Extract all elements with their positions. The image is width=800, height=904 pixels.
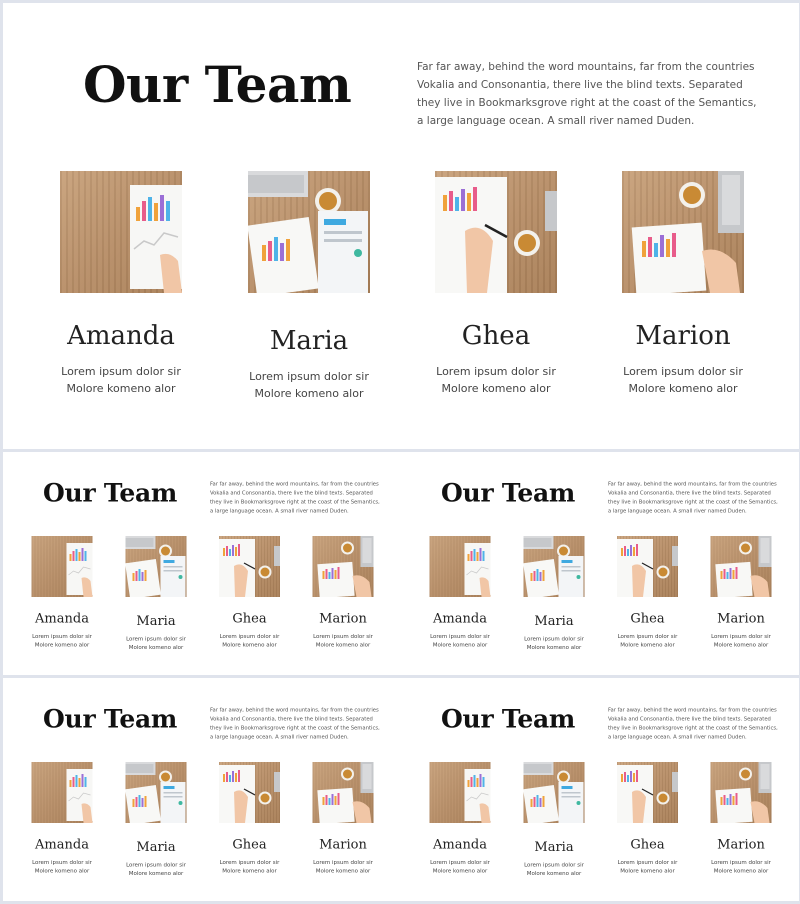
member-description: Lorem ipsum dolor sir Molore komeno alor <box>711 633 771 648</box>
team-photo <box>435 171 557 293</box>
member-description: Lorem ipsum dolor sir Molore komeno alor <box>313 633 373 648</box>
team-member-card <box>215 171 403 402</box>
chart-paper-hand-icon <box>430 762 491 823</box>
intro-paragraph: Far far away, behind the word mountains, far from the countries Vokalia and Consonantia, there live the blind texts. Separated they live in Bookmarksgrove right at the coast of the Semantics, a large language ocean. A small river named Duden. <box>210 481 380 514</box>
team-photo <box>313 762 374 823</box>
team-member-card <box>203 762 297 875</box>
member-name: Maria <box>534 613 574 629</box>
pen-writing-chart-icon <box>617 762 678 823</box>
team-member-card <box>413 762 507 875</box>
pen-writing-chart-icon <box>617 536 678 597</box>
team-member-card <box>601 762 695 875</box>
intro-paragraph: Far far away, behind the word mountains, far from the countries Vokalia and Consonantia, there live the blind texts. Separated they live in Bookmarksgrove right at the coast of the Semantics, a large language ocean. A small river named Duden. <box>608 707 778 740</box>
chart-paper-hand-icon <box>430 536 491 597</box>
member-name: Marion <box>717 611 765 626</box>
pen-writing-chart-icon <box>219 762 280 823</box>
member-name: Amanda <box>67 321 175 351</box>
member-description: Lorem ipsum dolor sir Molore komeno alor <box>524 861 584 877</box>
member-description: Lorem ipsum dolor sir Molore komeno alor <box>32 859 92 874</box>
team-member-card <box>27 171 215 397</box>
page-title: Our Team <box>441 704 576 734</box>
chart-paper-hand-icon <box>60 171 182 293</box>
member-name: Amanda <box>433 611 487 626</box>
team-member-card <box>507 762 601 878</box>
team-photo <box>126 762 187 823</box>
laptop-report-coffee-icon <box>126 536 187 597</box>
member-name: Ghea <box>232 837 267 852</box>
team-photo <box>711 536 772 597</box>
team-member-card <box>203 536 297 649</box>
team-member-card <box>109 762 203 878</box>
page-title: Our Team <box>441 478 576 508</box>
team-photo <box>219 536 280 597</box>
team-photo <box>430 536 491 597</box>
team-photo <box>524 536 585 597</box>
member-description: Lorem ipsum dolor sir Molore komeno alor <box>524 635 584 651</box>
chart-paper-hand-icon <box>32 536 93 597</box>
member-name: Marion <box>319 611 367 626</box>
member-description: Lorem ipsum dolor sir Molore komeno alor <box>617 633 678 648</box>
member-name: Marion <box>319 837 367 852</box>
team-member-card <box>507 536 601 652</box>
laptop-report-coffee-icon <box>126 762 187 823</box>
team-photo <box>617 762 678 823</box>
team-member-card <box>109 536 203 652</box>
laptop-report-coffee-icon <box>248 171 370 293</box>
member-name: Amanda <box>433 837 487 852</box>
team-photo <box>126 536 187 597</box>
member-description: Lorem ipsum dolor sir Molore komeno alor <box>313 859 373 874</box>
member-description: Lorem ipsum dolor sir Molore komeno alor <box>430 859 490 874</box>
team-photo <box>313 536 374 597</box>
member-description: Lorem ipsum dolor sir Molore komeno alor <box>61 365 181 395</box>
intro-paragraph: Far far away, behind the word mountains, far from the countries Vokalia and Consonantia, there live the blind texts. Separated they live in Bookmarksgrove right at the coast of the Semantics, a large language ocean. A small river named Duden. <box>417 61 757 127</box>
team-member-card <box>296 762 390 875</box>
coffee-laptop-chart-icon <box>622 171 744 293</box>
team-photo <box>430 762 491 823</box>
team-photo <box>617 536 678 597</box>
team-member-card <box>694 536 788 649</box>
team-photo <box>524 762 585 823</box>
chart-paper-hand-icon <box>32 762 93 823</box>
team-photo <box>248 171 370 293</box>
laptop-report-coffee-icon <box>524 536 585 597</box>
laptop-report-coffee-icon <box>524 762 585 823</box>
member-description: Lorem ipsum dolor sir Molore komeno alor <box>430 633 490 648</box>
team-photo <box>711 762 772 823</box>
member-name: Maria <box>136 839 176 855</box>
member-description: Lorem ipsum dolor sir Molore komeno alor <box>249 370 369 400</box>
team-member-card <box>601 536 695 649</box>
slide-thumbnail[interactable] <box>3 452 401 675</box>
page-title: Our Team <box>43 704 178 734</box>
team-photo <box>32 762 93 823</box>
intro-paragraph: Far far away, behind the word mountains, far from the countries Vokalia and Consonantia, there live the blind texts. Separated they live in Bookmarksgrove right at the coast of the Semantics, a large language ocean. A small river named Duden. <box>210 707 380 740</box>
member-name: Ghea <box>630 611 665 626</box>
team-member-card <box>15 536 109 649</box>
coffee-laptop-chart-icon <box>313 762 374 823</box>
team-member-card <box>589 171 777 397</box>
team-member-card <box>296 536 390 649</box>
member-name: Maria <box>136 613 176 629</box>
member-name: Marion <box>717 837 765 852</box>
member-description: Lorem ipsum dolor sir Molore komeno alor <box>219 633 280 648</box>
member-description: Lorem ipsum dolor sir Molore komeno alor <box>126 861 186 877</box>
team-photo <box>219 762 280 823</box>
page-title: Our Team <box>83 55 352 114</box>
member-description: Lorem ipsum dolor sir Molore komeno alor <box>623 365 743 395</box>
page-title: Our Team <box>43 478 178 508</box>
member-name: Amanda <box>35 837 89 852</box>
team-photo <box>60 171 182 293</box>
member-description: Lorem ipsum dolor sir Molore komeno alor <box>617 859 678 874</box>
coffee-laptop-chart-icon <box>313 536 374 597</box>
pen-writing-chart-icon <box>435 171 557 293</box>
team-member-card <box>15 762 109 875</box>
slide-thumbnail[interactable] <box>3 678 401 901</box>
coffee-laptop-chart-icon <box>711 762 772 823</box>
slide-thumbnail[interactable] <box>401 678 799 901</box>
member-name: Marion <box>635 321 731 351</box>
member-description: Lorem ipsum dolor sir Molore komeno alor <box>126 635 186 651</box>
team-photo <box>622 171 744 293</box>
member-name: Maria <box>269 326 349 356</box>
member-name: Amanda <box>35 611 89 626</box>
intro-paragraph: Far far away, behind the word mountains, far from the countries Vokalia and Consonantia, there live the blind texts. Separated they live in Bookmarksgrove right at the coast of the Semantics, a large language ocean. A small river named Duden. <box>608 481 778 514</box>
team-member-card <box>694 762 788 875</box>
member-description: Lorem ipsum dolor sir Molore komeno alor <box>32 633 92 648</box>
member-description: Lorem ipsum dolor sir Molore komeno alor <box>711 859 771 874</box>
slide-thumbnail[interactable] <box>3 3 799 449</box>
member-description: Lorem ipsum dolor sir Molore komeno alor <box>436 365 556 395</box>
member-name: Ghea <box>630 837 665 852</box>
member-name: Maria <box>534 839 574 855</box>
team-member-card <box>413 536 507 649</box>
coffee-laptop-chart-icon <box>711 536 772 597</box>
member-name: Ghea <box>232 611 267 626</box>
pen-writing-chart-icon <box>219 536 280 597</box>
team-photo <box>32 536 93 597</box>
member-description: Lorem ipsum dolor sir Molore komeno alor <box>219 859 280 874</box>
member-name: Ghea <box>461 321 531 351</box>
team-member-card <box>402 171 590 397</box>
slide-thumbnail[interactable] <box>401 452 799 675</box>
